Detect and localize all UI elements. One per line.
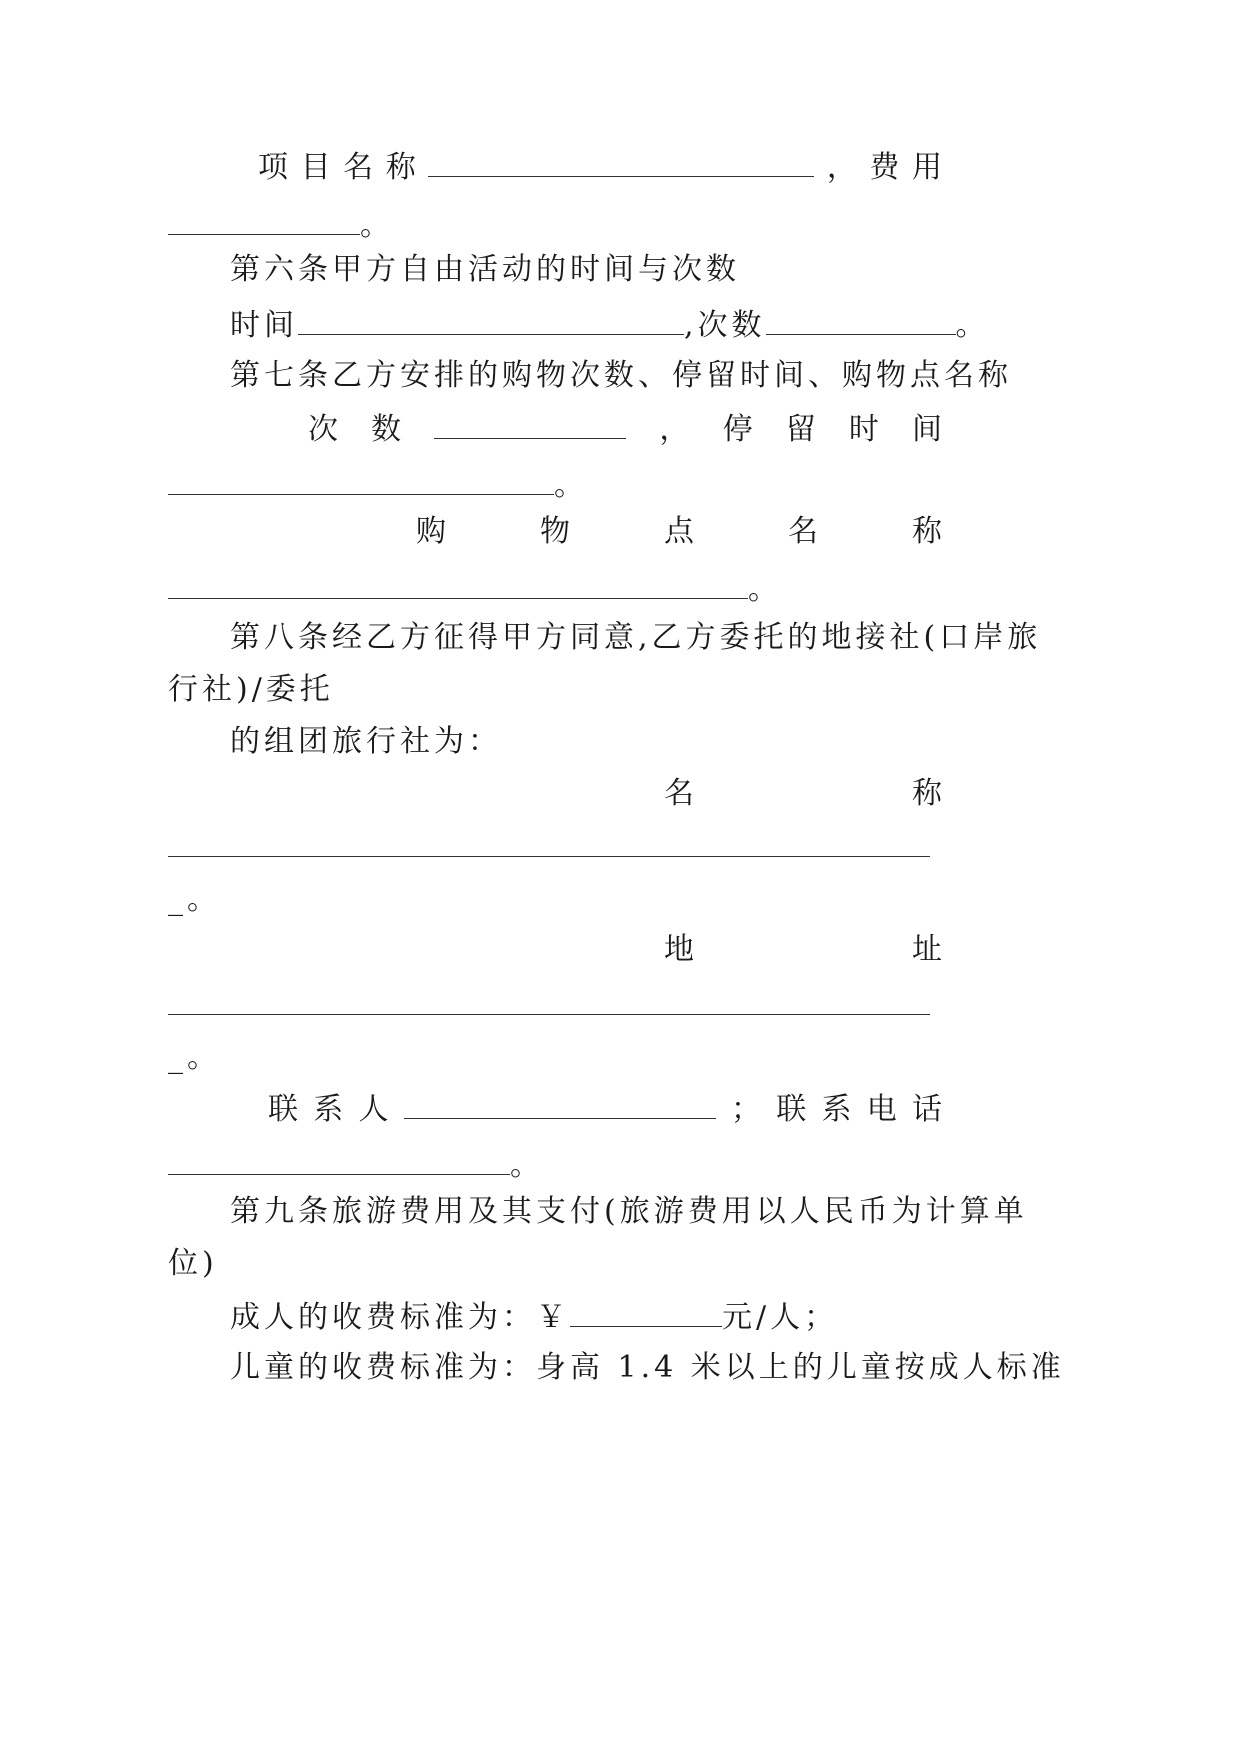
free-time-blank[interactable] [298, 304, 684, 335]
project-name-line: 项 目 名 称 ， 费 用 [258, 146, 942, 186]
agency-name-label: 名 称 [664, 776, 942, 811]
agency-name-line [168, 826, 930, 866]
article-8-line-2: 行社)/委托 [168, 672, 334, 707]
agency-address-end: _。 [168, 1040, 221, 1075]
project-name-blank[interactable] [428, 146, 814, 188]
article-9-line-2: 位) [168, 1246, 218, 1281]
stay-time-line: 。 [168, 464, 588, 504]
shop-name-label-line: 购 物 点 名 称 [416, 514, 942, 549]
article-9-line-1: 第九条旅游费用及其支付(旅游费用以人民币为计算单 [230, 1194, 1028, 1229]
article-7-title: 第七条乙方安排的购物次数、停留时间、购物点名称 [230, 358, 1012, 393]
adult-fee-line: 成人的收费标准为：￥ 元/人； [230, 1296, 838, 1336]
shopping-count-line: 次 数 ， 停 留 时 间 [308, 408, 942, 448]
adult-fee-blank[interactable] [570, 1296, 722, 1327]
contact-person-blank[interactable] [404, 1088, 716, 1130]
agency-name-end: _。 [168, 882, 221, 917]
child-fee-line: 儿童的收费标准为：身高 1.4 米以上的儿童按成人标准 [230, 1350, 1065, 1385]
shop-name-blank[interactable] [168, 568, 748, 599]
agency-name-blank[interactable] [168, 826, 930, 857]
article-6-line: 时间 ,次数 。 [230, 304, 990, 344]
agency-address-line [168, 984, 930, 1024]
project-fee-blank[interactable] [168, 204, 360, 235]
stay-time-blank[interactable] [168, 464, 554, 495]
article-8-line-3: 的组团旅行社为： [230, 724, 502, 759]
contact-phone-line: 。 [168, 1144, 544, 1184]
shop-name-line: 。 [168, 568, 782, 608]
article-8-line-1: 第八条经乙方征得甲方同意,乙方委托的地接社(口岸旅 [230, 620, 1042, 655]
contact-phone-blank[interactable] [168, 1144, 510, 1175]
agency-address-label: 地 址 [664, 932, 942, 967]
agency-address-blank[interactable] [168, 984, 930, 1015]
project-fee-line: 。 [168, 204, 394, 244]
article-6-title: 第六条甲方自由活动的时间与次数 [230, 252, 740, 287]
shopping-count-blank[interactable] [434, 408, 626, 450]
contact-line: 联 系 人 ； 联 系 电 话 [268, 1088, 942, 1128]
free-count-blank[interactable] [766, 304, 956, 335]
